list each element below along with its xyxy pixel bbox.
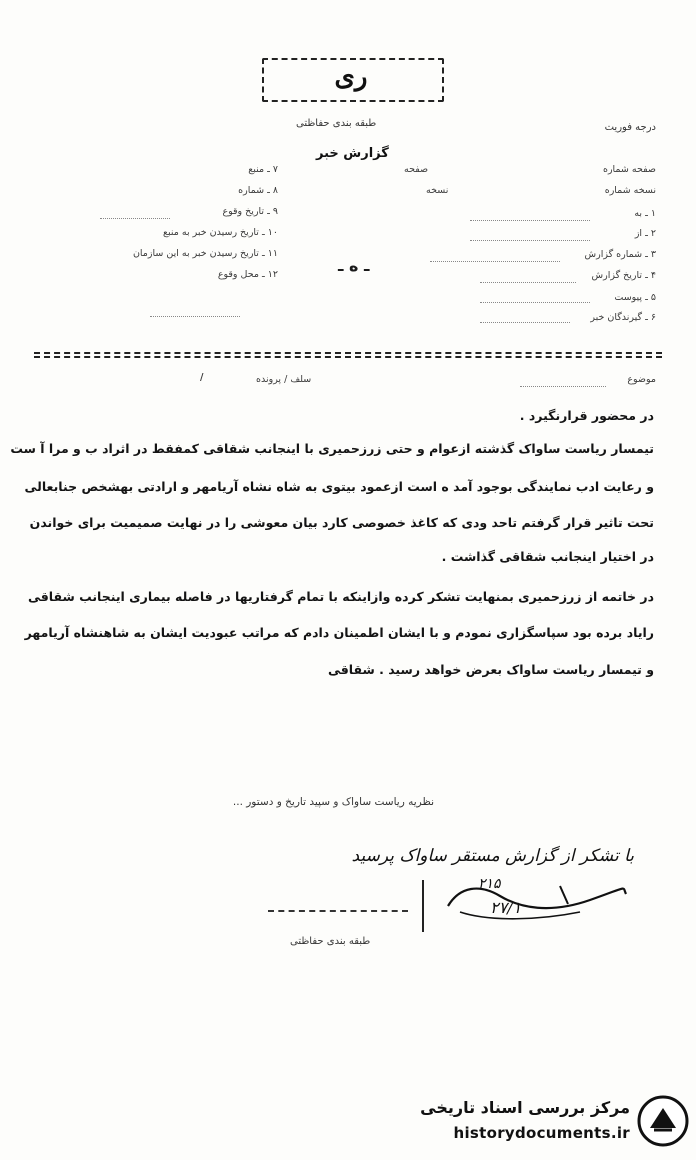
form-right-label: ۶ ـ گیرندگان خبر (590, 312, 656, 323)
watermark-title: مرکز بررسی اسناد تاریخی (420, 1098, 630, 1117)
body-line: در خاتمه از زرزحمیری بمنهایت تشکر کرده وازاینکه با تمام گرفتاریها در فاصله بیماری اینجانب شقاقی (27, 589, 654, 604)
subject-fill-line (520, 386, 606, 387)
form-separator-line (34, 352, 662, 354)
file-separator-mark: / (200, 372, 204, 383)
form-separator-line (34, 356, 662, 358)
body-line: تحت تاثیر قرار گرفتم تاحد ودی که کاغذ خصوصی کارد بیان معوشی را در نهایت صمیمیت برای خواندن (29, 515, 654, 530)
form-fill-line (100, 218, 170, 219)
body-opening: در محضور قرارنگیرد . (519, 408, 654, 423)
form-fill-line (150, 316, 240, 317)
bottom-vertical-rule (422, 880, 424, 932)
copy-label: نسخه (426, 185, 449, 196)
form-right-label: ۳ ـ شماره گزارش (584, 249, 656, 260)
bottom-classification-label: طبقه بندی حفاظتی (290, 936, 371, 947)
form-right-label: نسخه شماره (604, 185, 656, 196)
form-right-label: ۲ ـ از (634, 228, 656, 239)
file-label: سلف / پرونده (256, 374, 312, 385)
form-fill-line (480, 322, 570, 323)
watermark-url[interactable]: historydocuments.ir (453, 1124, 630, 1142)
form-title: گزارش خبر (316, 146, 389, 161)
handwritten-number: ۲۱۵ (478, 876, 501, 892)
form-left-label: ۸ ـ شماره (238, 185, 278, 196)
form-fill-line (470, 240, 590, 241)
center-separator-mark: ـ ه ـ (338, 256, 370, 275)
body-line: و تیمسار ریاست ساواک بعرض خواهد رسید . شقاقی (327, 662, 654, 677)
form-left-label: ۷ ـ منبع (248, 164, 278, 175)
form-left-label: ۱۱ ـ تاریخ رسیدن خبر به این سازمان (132, 248, 278, 259)
form-right-label: ۵ ـ پیوست (614, 292, 656, 303)
form-right-label: ۴ ـ تاریخ گزارش (591, 270, 656, 281)
body-line: در اختیار اینجانب شقاقی گذاشت . (441, 549, 654, 564)
form-fill-line (470, 220, 590, 221)
form-fill-line (480, 282, 576, 283)
bottom-dash-line (268, 910, 408, 912)
form-left-label: ۹ ـ تاریخ وقوع (222, 206, 278, 217)
form-right-label: صفحه شماره (602, 164, 656, 175)
subject-label: موضوع (627, 374, 656, 385)
handwritten-note: با تشکر از گزارش مستقر ساواک پرسید (351, 846, 634, 866)
classification-label: طبقه بندی حفاظتی (296, 118, 377, 129)
approval-note: نظریه ریاست ساواک و سپید تاریخ و دستور ... (232, 796, 434, 808)
form-fill-line (480, 302, 590, 303)
body-line: و رعایت ادب نمایندگی بوجود آمد ه است ازعمود بیتوی به شاه نشاه آریامهر و ارادتی بهشخص جنابعالی (24, 479, 654, 494)
urgency-label: درجه فوریت (604, 122, 656, 133)
form-left-label: ۱۲ ـ محل وقوع (217, 269, 278, 280)
body-line: تیمسار ریاست ساواک گذشته ازعوام و حتی زرزحمیری با اینجانب شقاقی کمفقط در اثراد ب و مرا آ ست (10, 441, 654, 456)
form-fill-line (430, 261, 560, 262)
form-left-label: ۱۰ ـ تاریخ رسیدن خبر به منبع (163, 227, 278, 238)
body-line: رایاد برده بود سپاسگزاری نمودم و با ایشان اطمینان دادم که مراتب عبودیت ایشان به شاهنشاه آریامهر (24, 625, 654, 640)
signature-scribble-icon (440, 866, 630, 926)
handwritten-date: ۲۷/۱ (490, 898, 522, 917)
form-right-label: ۱ ـ به (634, 208, 656, 219)
classification-stamp-text: ری (334, 62, 368, 92)
archive-logo-icon (636, 1094, 690, 1148)
page-label: صفحه (404, 164, 429, 175)
